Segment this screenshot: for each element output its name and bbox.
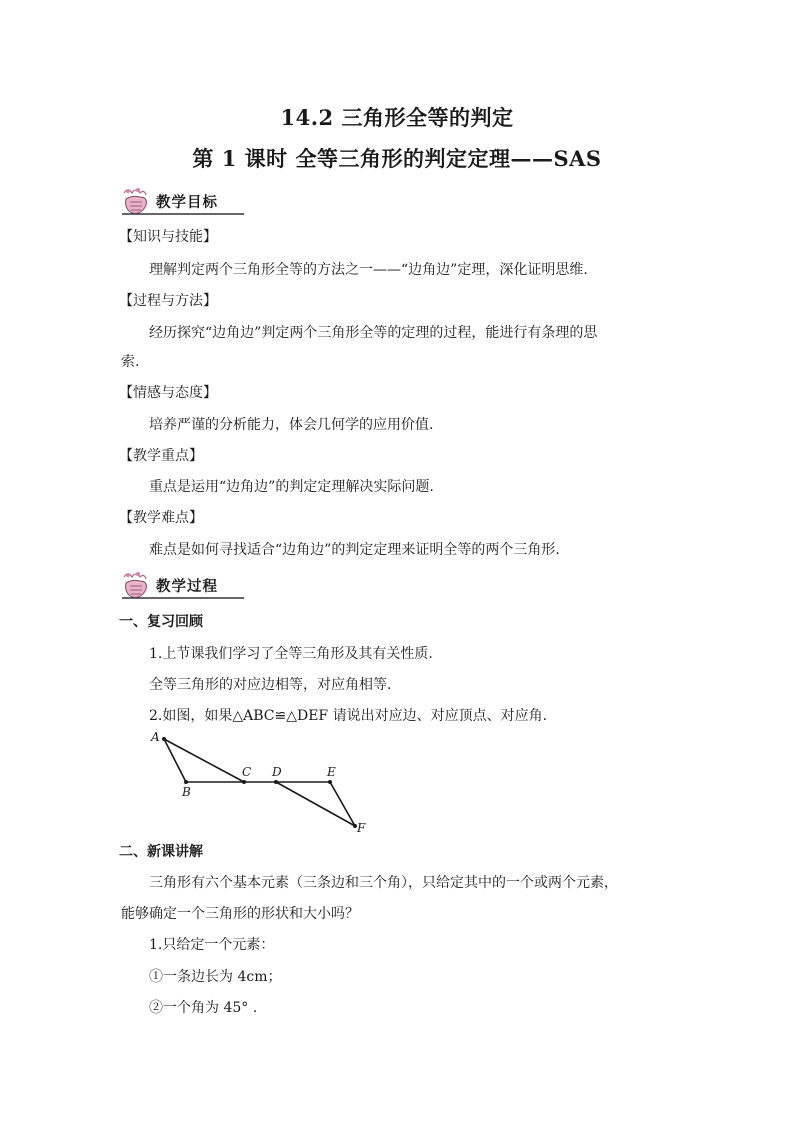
page-subtitle: 第 1 课时 全等三角形的判定定理——SAS [192,146,602,171]
review-heading: 一、复习回顾 [119,614,203,630]
new-lesson-item1a: ①一条边长为 4cm； [149,969,282,985]
segment-AC [164,739,244,782]
difficult-heading: 【教学难点】 [119,510,203,526]
section-banner-process [118,569,248,603]
knowledge-text: 理解判定两个三角形全等的方法之一——“边角边”定理，深化证明思维. [149,262,588,278]
section-banner-goals [118,185,248,219]
key-text: 重点是运用“边角边”的判定定理解决实际问题. [149,479,434,495]
key-heading: 【教学重点】 [119,448,203,464]
process-text-line2: 索. [121,354,140,370]
new-lesson-para1-line1: 三角形有六个基本元素（三条边和三个角），只给定其中的一个或两个元素， [149,875,618,891]
label-F: F [357,821,366,835]
new-lesson-item1: 1.只给定一个元素： [149,937,275,953]
difficult-text: 难点是如何寻找适合“边角边”的判定定理来证明全等的两个三角形. [149,542,560,558]
new-lesson-para1-line2: 能够确定一个三角形的形状和大小吗？ [121,906,359,922]
point-E [328,780,332,784]
process-heading: 【过程与方法】 [119,293,217,309]
point-C [242,780,246,784]
knowledge-heading: 【知识与技能】 [119,229,217,245]
review-item1b: 全等三角形的对应边相等，对应角相等. [149,677,392,693]
page-title: 14.2 三角形全等的判定 [280,105,514,130]
label-B: B [182,785,191,799]
banner-goals-label: 教学目标 [156,195,218,211]
attitude-heading: 【情感与态度】 [119,385,217,401]
label-D: D [272,765,282,779]
point-D [274,780,278,784]
new-lesson-item1b: ②一个角为 45° . [149,1000,258,1016]
triangle-figure [146,728,376,836]
point-B [184,780,188,784]
point-A [162,737,166,741]
label-E: E [327,765,336,779]
banner-process-label: 教学过程 [156,579,218,595]
new-lesson-heading: 二、新课讲解 [119,844,203,860]
review-item2: 2.如图，如果△ABC≌△DEF 请说出对应边、对应顶点、对应角. [149,708,548,724]
process-text-line1: 经历探究“边角边”判定两个三角形全等的定理的过程，能进行有条理的思 [149,325,598,341]
review-item1: 1.上节课我们学习了全等三角形及其有关性质. [149,646,433,662]
label-C: C [242,765,252,779]
label-A: A [151,730,160,744]
attitude-text: 培养严谨的分析能力，体会几何学的应用价值. [149,417,434,433]
